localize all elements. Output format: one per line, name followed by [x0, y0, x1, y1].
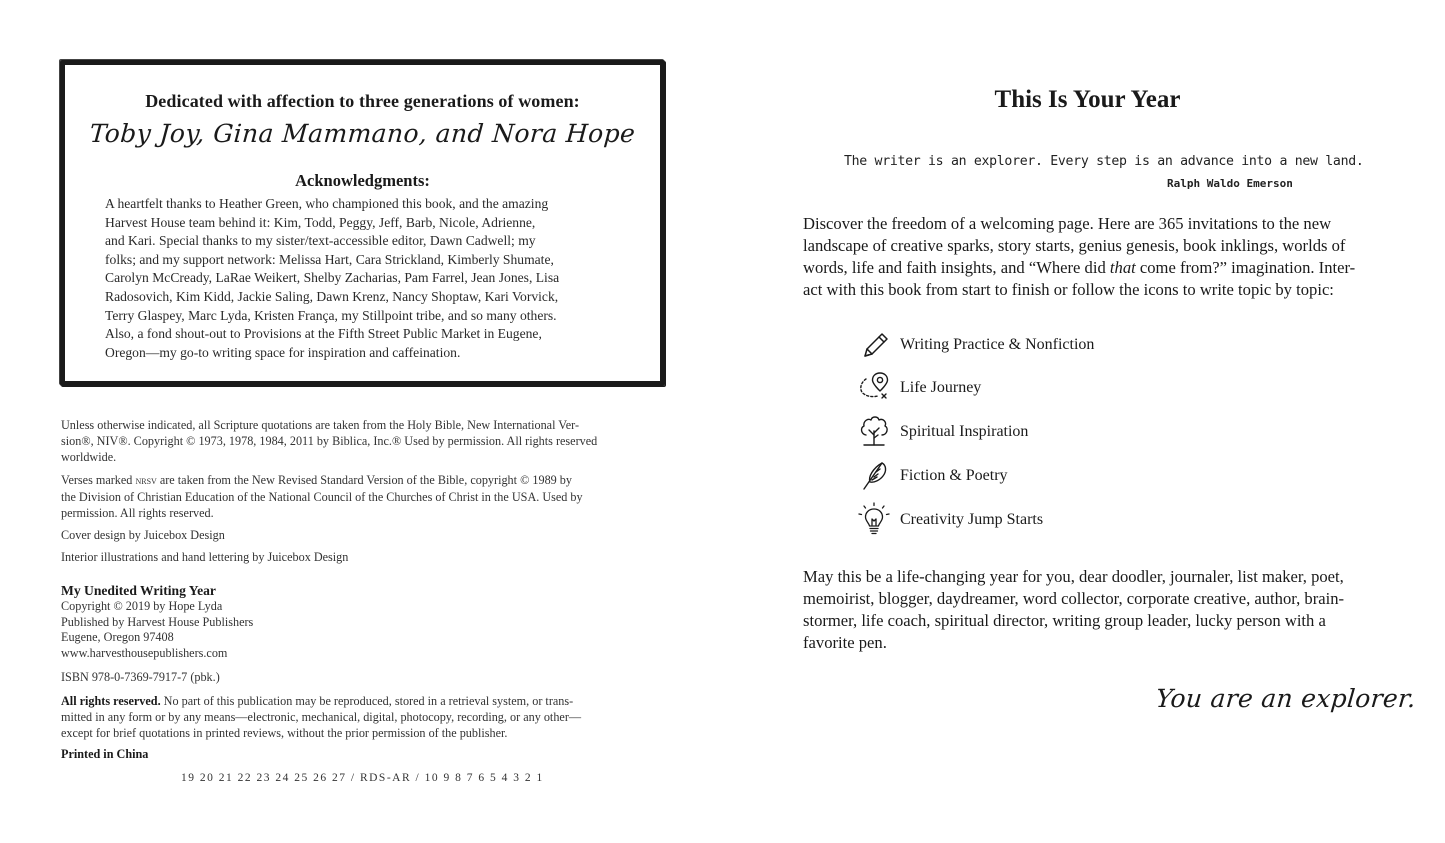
- lightbulb-icon: [856, 501, 892, 537]
- topic-label: Spiritual Inspiration: [900, 423, 1029, 440]
- dedication-names: Toby Joy, Gina Mammano, and Nora Hope: [88, 119, 637, 148]
- tree-icon: [856, 413, 892, 449]
- intro-line3-start: words, life and faith insights, and “Where did: [803, 258, 1110, 277]
- map-pin-path-icon: [856, 369, 892, 405]
- topic-item-fiction-poetry: [856, 457, 1256, 493]
- nrsv-line: [61, 473, 661, 490]
- book-title: My Unedited Writing Year: [61, 583, 216, 598]
- nrsv-prefix: Verses marked: [61, 473, 136, 487]
- dedication-heading: Dedicated with affection to three generations of women:: [145, 91, 580, 111]
- acknowledgments-line: Terry Glaspey, Marc Lyda, Kristen França, my Stillpoint tribe, and so many others.: [105, 307, 557, 323]
- epigraph-quote: The writer is an explorer. Every step is an advance into a new land.: [844, 154, 1364, 169]
- right-page: [722, 0, 1445, 843]
- pencil-icon: [856, 326, 892, 362]
- publisher-line: Copyright © 2019 by Hope Lyda: [61, 598, 223, 613]
- acknowledgments-line: A heartfelt thanks to Heather Green, who championed this book, and the amazing: [105, 196, 549, 211]
- intro-line3-italic: that: [1109, 258, 1136, 277]
- cover-design-text: Cover design by Juicebox Design: [61, 528, 225, 542]
- printing-number-line: 19 20 21 22 23 24 25 26 27 / RDS-AR / 10 9 8 7 6 5 4 3 2 1: [181, 772, 544, 784]
- topic-label: Creativity Jump Starts: [900, 511, 1044, 528]
- topic-item-writing-practice: [856, 326, 1256, 362]
- topic-item-creativity: [856, 501, 1256, 537]
- nrsv-line: the Division of Christian Education of the National Council of the Churches of Christ in the USA. Used by: [61, 489, 583, 504]
- isbn: [61, 670, 661, 686]
- intro-paragraph: [803, 213, 1383, 301]
- intro-line: landscape of creative sparks, story starts, genius genesis, book inklings, worlds of: [803, 236, 1346, 255]
- nrsv-abbreviation: nrsv: [135, 475, 157, 487]
- rights-line: except for brief quotations in printed reviews, without the prior permission of the publisher.: [61, 725, 508, 740]
- interior-credit: [61, 550, 661, 566]
- closing-line: memoirist, blogger, daydreamer, word collector, corporate creative, author, brain-: [803, 589, 1345, 608]
- closing-line: favorite pen.: [803, 633, 887, 652]
- epigraph-author: Ralph Waldo Emerson: [1167, 177, 1293, 190]
- publisher-url: www.harvesthousepublishers.com: [61, 646, 228, 661]
- page-title: This Is Your Year: [994, 86, 1181, 113]
- acknowledgments-line: Harvest House team behind it: Kim, Todd, Peggy, Jeff, Barb, Nicole, Adrienne,: [105, 214, 536, 230]
- intro-line: act with this book from start to finish or follow the icons to write topic by topic:: [803, 280, 1334, 299]
- topic-item-spiritual-inspiration: [856, 413, 1256, 449]
- intro-line: Discover the freedom of a welcoming page. Here are 365 invitations to the new: [803, 214, 1332, 233]
- topic-label: Fiction & Poetry: [900, 467, 1008, 484]
- acknowledgments-line: and Kari. Special thanks to my sister/text-accessible editor, Dawn Cadwell; my: [105, 233, 536, 249]
- publisher-info: [61, 583, 661, 662]
- scripture-line: Unless otherwise indicated, all Scripture quotations are taken from the Holy Bible, New International Ver-: [61, 418, 580, 432]
- acknowledgments-body: [105, 195, 625, 362]
- topic-item-life-journey: [856, 369, 1256, 405]
- scripture-notice: [61, 418, 661, 465]
- intro-line: [803, 257, 1383, 279]
- publisher-line: Published by Harvest House Publishers: [61, 614, 254, 629]
- scripture-line: worldwide.: [61, 449, 117, 464]
- acknowledgments-line: Oregon—my go-to writing space for inspiration and caffeination.: [105, 344, 461, 360]
- acknowledgments-line: folks; and my support network: Melissa Hart, Cara Strickland, Kimberly Shumate,: [105, 251, 554, 267]
- topic-label: Life Journey: [900, 379, 982, 396]
- closing-line: stormer, life coach, spiritual director, writing group leader, lucky person with a: [803, 611, 1326, 630]
- nrsv-line: permission. All rights reserved.: [61, 505, 214, 520]
- acknowledgments-heading: Acknowledgments:: [295, 171, 430, 190]
- dedication-box: [60, 60, 665, 386]
- quill-feather-icon: [856, 457, 892, 493]
- interior-text: Interior illustrations and hand lettering by Juicebox Design: [61, 550, 349, 564]
- topic-label: Writing Practice & Nonfiction: [900, 336, 1095, 353]
- rights-line: [61, 694, 661, 710]
- scripture-line: sion®, NIV®. Copyright © 1973, 1978, 1984, 2011 by Biblica, Inc.® Used by permission. All rights reserved: [61, 433, 598, 448]
- printed-in-text: Printed in China: [61, 747, 149, 761]
- intro-line3-end: come from?” imagination. Inter-: [1135, 258, 1356, 277]
- rights-bold: All rights reserved.: [61, 694, 161, 708]
- isbn-text: ISBN 978-0-7369-7917-7 (pbk.): [61, 670, 220, 684]
- closing-paragraph: [803, 566, 1383, 654]
- cover-design-credit: [61, 528, 661, 544]
- nrsv-rest: are taken from the New Revised Standard Version of the Bible, copyright © 1989 by: [156, 473, 572, 487]
- printed-in: [61, 747, 661, 763]
- publisher-line: Eugene, Oregon 97408: [61, 630, 174, 645]
- acknowledgments-line: Radosovich, Kim Kidd, Jackie Saling, Dawn Krenz, Nancy Shoptaw, Kari Vorvick,: [105, 288, 559, 304]
- signoff-lettering: You are an explorer.: [1154, 684, 1418, 713]
- nrsv-notice: [61, 473, 661, 521]
- closing-line: May this be a life-changing year for you, dear doodler, journaler, list maker, poet,: [803, 567, 1344, 586]
- acknowledgments-line: Also, a fond shout-out to Provisions at the Fifth Street Public Market in Eugene,: [105, 326, 542, 342]
- rights-notice: [61, 694, 661, 741]
- left-page: [0, 0, 722, 843]
- acknowledgments-line: Carolyn McCready, LaRae Weikert, Shelby Zacharias, Pam Farrel, Jean Jones, Lisa: [105, 270, 560, 286]
- rights-line: mitted in any form or by any means—electronic, mechanical, digital, photocopy, recording, or any other—: [61, 709, 582, 724]
- rights-rest: No part of this publication may be reproduced, stored in a retrieval system, or trans-: [160, 694, 574, 708]
